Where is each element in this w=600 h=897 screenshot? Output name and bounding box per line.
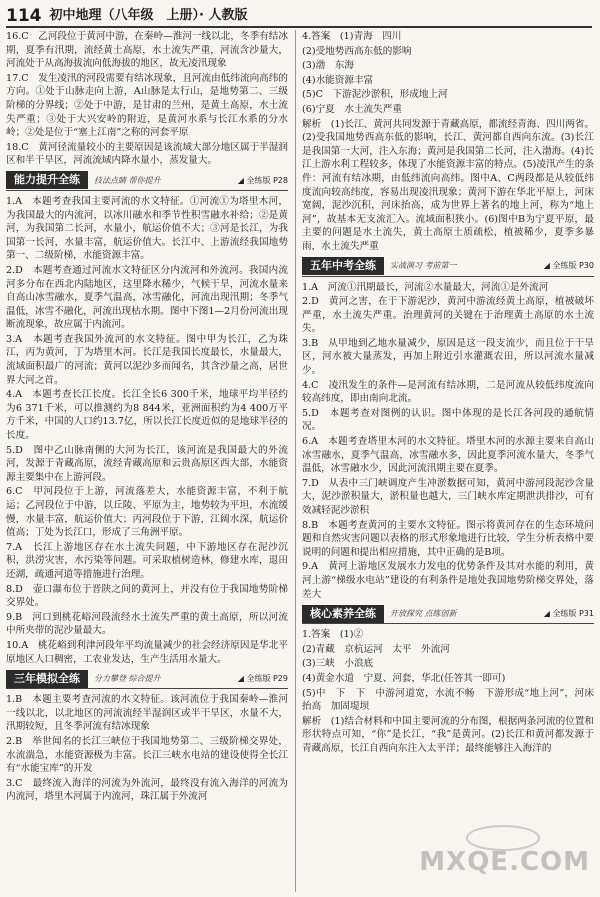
section-page-ref: ◢ 全练版 P31 <box>543 608 594 618</box>
answer-item: (2)受地势西高东低的影响 <box>302 45 412 57</box>
answer-item: (5)C 下游泥沙淤积，形成地上河 <box>302 89 448 101</box>
answer-item: (5)中 下 下 中游河道宽，水流不畅 下游形成“地上河”，河床抬高 加固堤坝 <box>302 687 594 713</box>
answer-item: 17.C 发生凌汛的河段需要有结冰现象，且河流由低纬流向高纬的方向。①处于山脉走向上游，A山脉是太行山，是地势第二、三级阶梯的分界线；②处于中游，是甘肃的兰州，是黄土高原，水土流失严重；③处于大兴安岭的附近，是黄河水系与长江水系的分水岭；②处是位于“塞上江南”之称的河套平原 <box>6 72 288 139</box>
answer-item: (6)宁夏 水土流失严重 <box>302 103 402 115</box>
answer-item: 3.B 从甲地到乙地水量减少，原因是这一段支流少，而且位于干旱区，河水被大量蒸发，再加上附近引水灌溉农田，所以河流水量减少。 <box>302 337 594 377</box>
page-number: 114 <box>6 6 42 26</box>
answer-item: 3.A 本题考查我国外流河的水文特征。图中甲为长江，乙为珠江，丙为黄河，丁为塔里木河。长江是我国长度最长，水量最大，流域面积最广的河流；黄河以泥沙多而闻名，其含沙量之高，居世界大河之首。 <box>6 333 288 386</box>
section-title: 三年模拟全练 <box>6 670 88 688</box>
page-header <box>6 4 592 28</box>
answer-item: 2.B 举世闻名的长江三峡位于我国地势第二、三级阶梯交界处，水流湍急，水能资源极为丰富。长江三峡水电站的建设使得全长江有“水能宝库”的开发 <box>6 735 288 775</box>
section-subtitle: 实战演习 考前第一 <box>390 261 457 271</box>
section-subtitle: 分力攀登 综合提升 <box>94 673 161 683</box>
answer-item: 9.B 河口到桃花峪河段流经水土流失严重的黄土高原，所以河流中所夹带的泥沙量最大。 <box>6 611 288 637</box>
section-header-five-year <box>302 257 594 277</box>
answer-item: 7.A 长江上游地区存在水土流失问题，中下游地区存在泥沙沉积，洪涝灾害，水污染等问题。可采取植树造林，修建水库，退田还湖，疏通河道等措施进行治理。 <box>6 541 288 580</box>
answer-item: 10.A 桃花峪到利津河段年平均流量减少的社会经济原因是华北平原地区人口稠密，工农业发达，生产生活用水量大。 <box>6 639 288 665</box>
section-page-ref: ◢ 全练版 P30 <box>543 261 594 271</box>
section-header-ability <box>6 171 288 191</box>
answer-item: (4)水能资源丰富 <box>302 74 374 86</box>
answer-item: (3)渤 东海 <box>302 60 354 72</box>
answer-item: 7.D 从表中三门峡调度产生冲淤数据可知，黄河中游河段泥沙含量大，泥沙淤积量大，淤积量也越大，三门峡水库定期泄洪排沙，可有效减轻泥沙淤积 <box>302 477 594 516</box>
left-column <box>6 30 288 805</box>
column-divider <box>295 30 296 892</box>
answer-item: 5.D 本题考查对图例的认识。图中体现的是长江各河段的通航情况。 <box>302 407 594 433</box>
answer-item: 2.D 本题考查通过河流水文特征区分内流河和外流河。我国内流河多分布在西北内陆地区，这里降水稀少，气候干旱，河流水量来自高山冰雪融水，夏季气温高，冰雪融化，河流出现汛期；冬季气温低，冰雪不融化，河流出现枯水期。图中下图1—2月份河流出现断流现象，故应属于内流河。 <box>6 264 288 331</box>
section-title: 能力提升全练 <box>6 171 88 189</box>
answer-item: 4.答案 (1)青海 四川 <box>302 31 402 42</box>
answer-item: 1.答案 (1)② <box>302 629 364 641</box>
book-title: 初中地理（八年级 上册）· 人教版 <box>49 8 248 23</box>
section-header-three-year <box>6 669 288 689</box>
answer-item: 1.A 本题考查我国主要河流的水文特征。①河流①为塔里木河，为我国最大的内流河，以冰川融水和季节性积雪融水补给；②是黄河，为我国第二长河，水量小，航运价值不大；③河是长江，为我国第一长河，水量丰富，航运价值大。长江中、上游流经我国地势第一、二级阶梯，水能资源丰富。 <box>6 195 288 262</box>
answer-item: 6.A 本题考查塔里木河的水文特征。塔里木河的水源主要来自高山冰雪融水，夏季气温高，冰雪融水多，因此夏季河流水量大，冬季气温低，冰雪融水少，因此河流汛期主要在夏季。 <box>302 436 594 475</box>
section-header-core <box>302 604 594 624</box>
answer-item: 8.B 本题考查黄河的主要水文特征。图示将黄河存在的生态环境问题和自然灾害问题以表格的形式形象地进行比较，学生分析表格中要说明的问题和提出相应措施，其中正确的是B项。 <box>302 519 594 558</box>
answer-item: (3)三峡 小浪底 <box>302 658 374 670</box>
right-column <box>302 30 594 757</box>
answer-item: 9.A 黄河上游地区发展水力发电的优势条件及其对水能的利用，黄河上游“梯级水电站”建设的有利条件是地处我国地势阶梯交界处，落差大 <box>302 561 594 600</box>
section-title: 五年中考全练 <box>302 257 384 275</box>
section-page-ref: ◢ 全练版 P29 <box>237 673 288 683</box>
answer-item: 3.C 最终流入海洋的河流为外流河，最终没有流入海洋的河流为内流河，塔里木河属于内流河，珠江属于外流河 <box>6 777 288 803</box>
answer-item: (2)青藏 京杭运河 太平 外流河 <box>302 643 450 655</box>
answer-item: 18.C 黄河径流量较小的主要原因是该流域大部分地区属于半湿润区和半干旱区，河流流域内降水量小，蒸发量大。 <box>6 141 288 167</box>
answer-item: 1.B 本题主要考查河流的水文特征。该河流位于我国秦岭—淮河一线以北，以北地区的河流流经半湿润区或半干旱区，水量不大，汛期较短，且冬季河流有结冰现象 <box>6 694 288 733</box>
section-page-ref: ◢ 全练版 P28 <box>237 175 288 185</box>
answer-item: 6.C 甲河段位于上游，河流落差大，水能资源丰富，不利于航运；乙河段位于中游，以丘陵、平原为主，地势较为平坦，水流缓慢，水量丰富，航运价值大；丙河段位于下游，江阔水深，航运价值高；丁处为长江口，形成了三角洲平原。 <box>6 486 288 539</box>
answer-item: (4)黄金水道 宁夏、河套，华北(任答其一即可) <box>302 672 506 684</box>
section-subtitle: 开放探究 点练创新 <box>390 608 457 618</box>
answer-item: 4.C 凌汛发生的条件—是河流有结冰期，二是河流从较低纬度流向较高纬度，即由南向北流。 <box>302 379 594 405</box>
answer-item: 4.A 本题考查长江长度。长江全长6 300千米，地球平均半径约为6 371千米，可以推测约为8 844米，亚洲面积约为4 400万平方千米，中国的人口约13.7亿，所以长江长度近似的是地球半径的长度。 <box>6 389 288 442</box>
answer-item: 16.C 乙河段位于黄河中游，在秦岭—淮河一线以北，冬季有结冰期，夏季有汛期，流经黄土高原，水土流失严重，河流含沙量大，河流处于从高海拔流向低海拔的地区，故无凌汛现象 <box>6 31 288 70</box>
answer-item: 解析 (1)结合材料和中国主要河流的分布图，根据两条河流的位置和形状特点可知，“你”是长江，“我”是黄河。(2)长江和黄河都发源于青藏高原，长江自西向东注入太平洋；最终能够注入海洋的 <box>302 715 594 754</box>
answer-item: 解析 (1)长江、黄河共同发源于青藏高原，都流经青海、四川两省。(2)受我国地势西高东低的影响，长江、黄河都自西向东流。(3)长江是我国第一大河，注入东海；黄河是我国第二长河，注入渤海。(4)长江上游水利工程较多，体现了水能资源丰富的特点。(5)凌汛产生的条件：河流有结冰期，由低纬流向高纬。图中A、C两段都是从较低纬度流向较高纬度，容易出现凌汛现象；黄河下游在华北平原上，河床宽阔，泥沙沉积，河床抬高，成为世界上著名的地上河，称为“地上河”，故基本无支流汇入。流域面积狭小。(6)图中B为宁夏平原，最主要的问题是水土流失，黄土高原土质疏松，植被稀少，夏季多暴雨，水土流失严重 <box>302 118 594 252</box>
answer-item: 2.D 黄河之害，在于下游泥沙，黄河中游流经黄土高原，植被破坏严重，水土流失严重。治理黄河的关键在于治理黄土高原的水土流失。 <box>302 296 594 335</box>
answer-item: 8.D 壶口瀑布位于晋陕之间的黄河上，并没有位于我国地势阶梯交界处。 <box>6 583 288 609</box>
section-subtitle: 技法点睛 帮你提升 <box>94 175 161 185</box>
answer-item: 1.A 河流①汛期最长，河流②水量最大，河流①是外流河 <box>302 281 549 293</box>
answer-item: 5.D 图中乙山脉南侧的大河为长江，该河流是我国最大的外流河，发源于青藏高原，流经青藏高原和云贵高原区西大部，水能资源主要集中在上游河段。 <box>6 444 288 483</box>
watermark: MXQE.COM <box>419 847 590 877</box>
section-title: 核心素养全练 <box>302 605 384 623</box>
